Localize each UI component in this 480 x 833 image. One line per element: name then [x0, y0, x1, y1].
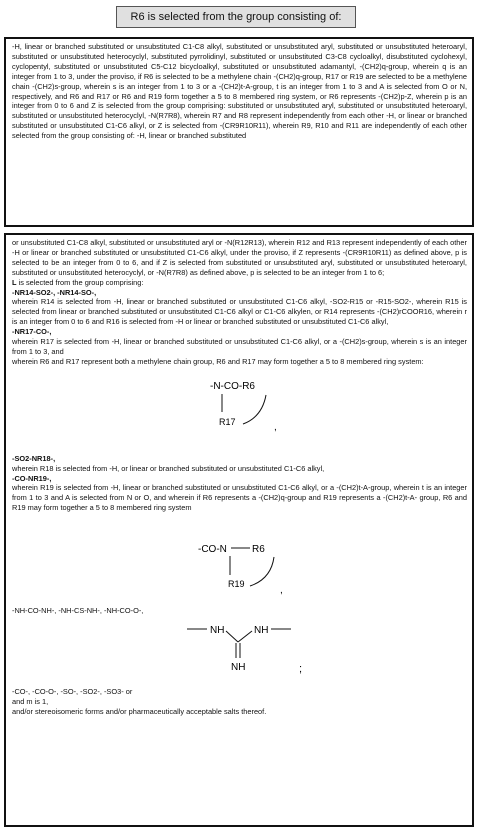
- r17-ring-paragraph: wherein R6 and R17 represent both a methylene chain group, R6 and R17 may form together a 5 to 8 membered ring system:: [12, 356, 424, 366]
- l-item-so2nr18: [12, 454, 467, 464]
- structure-figure-3: [12, 616, 467, 687]
- final-statement-text: and/or stereoisomeric forms and/or pharmaceutically acceptable salts thereof.: [12, 706, 267, 716]
- fig2-main-right: R6: [252, 544, 265, 556]
- m-definition-line: [12, 697, 467, 707]
- fig3-right-nh: NH: [254, 624, 269, 636]
- l-item-so2nr18-text: -SO2-NR18-,: [12, 453, 56, 463]
- fig3-bond-left-center: [226, 631, 238, 642]
- m-definition-text: and m is 1,: [12, 696, 49, 706]
- fig3-tail: ;: [299, 662, 303, 675]
- fig3-bottom-nh: NH: [231, 661, 246, 673]
- l-item-urea: [12, 606, 467, 616]
- l-text: is selected from the group comprising:: [16, 277, 144, 287]
- l-item-carbonyl-text: -CO-, -CO-O-, -SO-, -SO2-, -SO3- or: [12, 686, 133, 696]
- fig2-ring-arc: [250, 557, 274, 586]
- final-statement: [12, 707, 467, 717]
- l-label: L: [12, 277, 17, 287]
- fig1-sub-label: R17: [219, 416, 236, 427]
- l-item-conr19: [12, 474, 467, 484]
- l-item-conr19-text: -CO-NR19-,: [12, 473, 52, 483]
- structure-figure-1: [12, 367, 467, 454]
- fig3-bond-center-right: [238, 631, 252, 642]
- l-definition-line: [12, 278, 467, 288]
- l-item-nr14: [12, 288, 467, 298]
- structure-figure-2: [12, 513, 467, 606]
- fig2-main-left: -CO-N: [198, 544, 227, 556]
- l-item-carbonyl: [12, 687, 467, 697]
- r17-paragraph: wherein R17 is selected from -H, linear or branched substituted or unsubstituted C1-C6 alkyl, or a -(CH2)s-group, wherein s is an integer from 1 to 3, and: [12, 337, 467, 356]
- fig1-ring-arc: [243, 395, 266, 424]
- l-item-nr17: [12, 327, 467, 337]
- intro-paragraph: or unsubstituted C1-C8 alkyl, substituted or unsubstituted aryl or -N(R12R13), wherein R12 and R13 represent independently of each other -H or linear or branched substituted or unsubstituted C1-C6 alkyl, under the proviso, if Z represents -(CR9R10R11) as defined above, p is selected to be an integer from 0 to 6, and if Z is selected from substituted or unsubstituted aryl, substituted or unsubstituted heteroaryl, substituted or unsubstituted heterocyclyl, or -N(R7R8) as defined above, p is selected to be an integer from 1 to 6;: [12, 238, 467, 277]
- r14-paragraph: wherein R14 is selected from -H, linear or branched substituted or unsubstituted C1-C6 alkyl, -SO2-R15 or -R15-SO2-, wherein R15 is selected from linear or branched substituted or unsubstituted C1-C6 alkyl or C1-C6 alkylen, or R14 represents -(CH2)rCOOR16, wherein r is an integer from 0 to 6 and R16 is selected from -H or linear or branched substituted or unsubstituted C1-C6 alkyl,: [12, 297, 467, 327]
- r6-definition-paragraph: -H, linear or branched substituted or unsubstituted C1-C8 alkyl, substituted or unsubstituted aryl, substituted or unsubstituted heteroaryl, substituted or unsubstituted heterocyclyl, substituted pyrrolidinyl, substituted or unsubstituted C3-C8 cycloalkyl, disubstituted cyclohexyl, cyclopentyl, substituted or unsubstituted C5-C12 bicycloalkyl, substituted or unsubstituted adamantyl, -(CH2)q-group, wherein q is an integer from 1 to 3, under the proviso, if R6 is selected to be a methylene chain -(CH2)q-group, R17 or R19 are selected to be a methylene chain -(CH2)s-group, wherein s is an integer from 1 to 3 or a -(CH2)t-A-group, t is an integer from 1 to 3 and A is selected from O or N, respectively, and R6 and R17 or R6 and R19 form together a 5 to 8 membered ring system, or R6 represents -(CH2)p-Z, wherein p is an integer from 0 to 6 and Z is selected from the group comprising: substituted or unsubstituted aryl, substituted or unsubstituted heteroaryl, substituted or unsubstituted heterocyclyl, -N(R7R8), wherein R7 and R8 represent independently from each other -H, or linear or branched substituted or unsubstituted C1-C6 alkyl, or Z is selected from -(CR9R10R11), wherein R9, R10 and R11 are independently of each other selected from the group consisting of: -H, linear or branched substituted: [12, 42, 467, 141]
- r18-paragraph: wherein R18 is selected from -H, or linear or branched substituted or unsubstituted C1-C6 alkyl,: [12, 463, 325, 473]
- definition-box-1: [4, 37, 474, 227]
- l-item-nr17-text: -NR17-CO-,: [12, 327, 52, 337]
- structure-1-diagram: [12, 367, 468, 451]
- fig2-tail: ,: [280, 585, 283, 597]
- guanidine-diagram: [12, 616, 468, 684]
- structure-2-diagram: [12, 513, 468, 603]
- l-item-nr14-text: -NR14-SO2-, -NR14-SO-,: [12, 287, 97, 297]
- r19-paragraph: wherein R19 is selected from -H, linear or branched substituted or unsubstituted C1-C6 alkyl, or a -(CH2)t-A-group, wherein t is an integer from 1 to 3 and A is selected from N or O, and wherein if R6 represents a -(CH2)q-group and R19 represents a -(CH2)t-A- group, R6 and R19 may form together a 5 to 8 membered ring system: [12, 483, 467, 513]
- definition-box-2: [4, 233, 474, 827]
- section-header: [116, 6, 356, 28]
- fig3-left-nh: NH: [210, 624, 225, 636]
- fig1-main-label: -N-CO-R6: [210, 380, 255, 392]
- header-title: R6 is selected from the group consisting of:: [130, 11, 342, 23]
- fig2-sub-label: R19: [228, 579, 245, 590]
- l-item-urea-text: -NH-CO-NH-, -NH-CS-NH-, -NH-CO-O-,: [12, 606, 144, 616]
- fig1-tail: ,: [274, 421, 277, 433]
